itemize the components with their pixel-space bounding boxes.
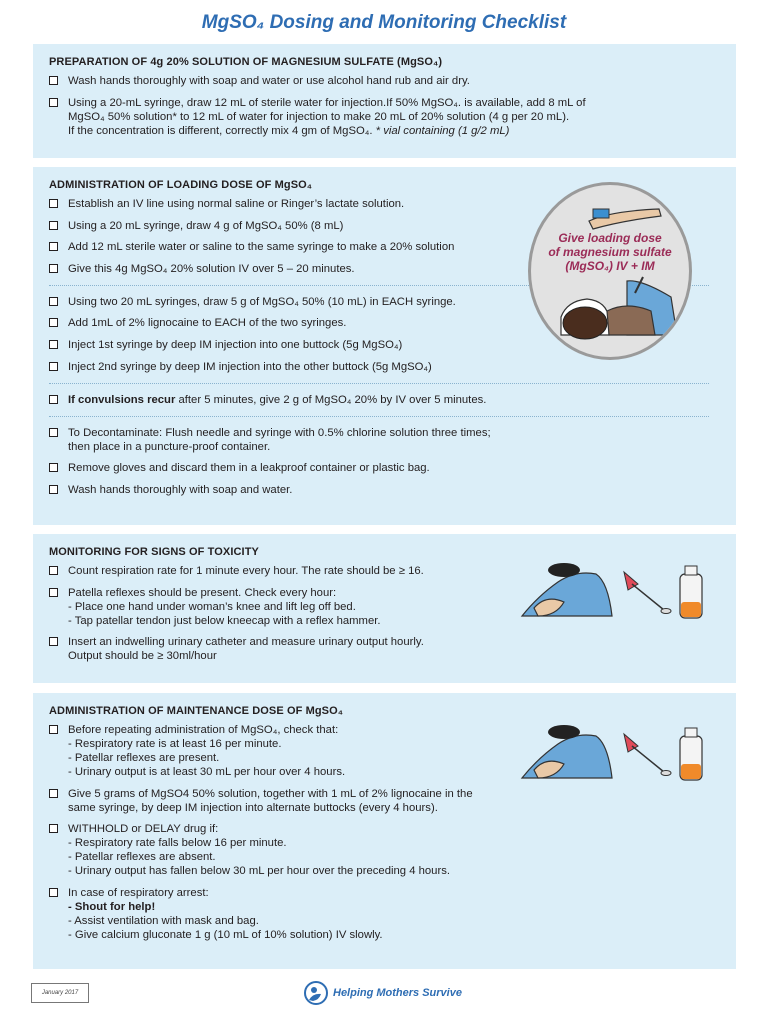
checklist-item: Add 1mL of 2% lignocaine to EACH of the two syringes. [49,316,720,330]
footer-date: January 2017 [31,983,89,1003]
checklist-item: In case of respiratory arrest: - Shout for help! - Assist ventilation with mask and bag. - Give calcium gluconate 1 g (10 mL of 10% solution) IV slowly. [49,886,720,942]
dotted-divider [49,416,709,417]
checkbox-icon[interactable] [49,824,58,833]
checklist-item: Give 5 grams of MgSO4 50% solution, together with 1 mL of 2% lignocaine in the same syringe, by deep IM injection into alternate buttocks (every 4 hours). [49,787,720,815]
section-preparation [33,44,736,158]
checkbox-icon[interactable] [49,463,58,472]
checkbox-icon[interactable] [49,485,58,494]
checklist-item: To Decontaminate: Flush needle and syringe with 0.5% chlorine solution three times; then place in a puncture-proof container. [49,426,720,454]
checklist-item: Wash hands thoroughly with soap and water. [49,483,720,497]
checklist-item: Before repeating administration of MgSO₄, check that: - Respiratory rate is at least 16 per minute. - Patellar reflexes are present. - Urinary output is at least 30 mL per hour over 4 hours. [49,723,720,779]
section-title-loading: ADMINISTRATION OF LOADING DOSE OF MgSO₄ [49,179,313,191]
checkbox-icon[interactable] [49,199,58,208]
mother-baby-logo-icon [303,980,329,1006]
circle-text-line: Give loading dose [558,231,662,245]
checklist-item: Count respiration rate for 1 minute every hour. The rate should be ≥ 16. [49,564,720,578]
checkbox-icon[interactable] [49,76,58,85]
reflex-test-icon [512,722,722,784]
checkbox-icon[interactable] [49,264,58,273]
brand-name: Helping Mothers Survive [333,987,462,999]
checklist-item: Remove gloves and discard them in a leakproof container or plastic bag. [49,461,720,475]
checkbox-icon[interactable] [49,340,58,349]
checklist-item: Using a 20-mL syringe, draw 12 mL of sterile water for injection.If 50% MgSO₄. is available, add 8 mL of MgSO₄ 50% solution* to 12 mL of water for injection to make 20 mL of 20% solution (4 g per 20 mL). If the concentration is different, correctly mix 4 gm of MgSO₄. * vial containing (1 g/2 mL) [49,96,720,138]
checkbox-icon[interactable] [49,637,58,646]
circle-text-line: (MgSO₄) IV + IM [565,259,655,273]
checklist-item: Add 12 mL sterile water or saline to the same syringe to make a 20% solution [49,240,720,254]
section-title-maintenance: ADMINISTRATION OF MAINTENANCE DOSE OF MgSO₄ [49,705,344,717]
checkbox-icon[interactable] [49,297,58,306]
brand-logo[interactable] [303,980,462,1006]
checklist-item: Using a 20 mL syringe, draw 4 g of MgSO₄ 50% (8 mL) [49,219,720,233]
checklist-item: WITHHOLD or DELAY drug if: - Respiratory rate falls below 16 per minute. - Patellar reflexes are absent. - Urinary output has fallen below 30 mL per hour over the preceding 4 hours. [49,822,720,878]
checkbox-icon[interactable] [49,888,58,897]
loading-dose-illustration [528,182,692,360]
dotted-divider [49,383,709,384]
section-title-monitoring: MONITORING FOR SIGNS OF TOXICITY [49,546,259,558]
checklist-item: If convulsions recur after 5 minutes, give 2 g of MgSO₄ 20% by IV over 5 minutes. [49,393,720,407]
checklist-item: Give this 4g MgSO₄ 20% solution IV over 5 – 20 minutes. [49,262,720,276]
checklist-item: Insert an indwelling urinary catheter and measure urinary output hourly. Output should be ≥ 30ml/hour [49,635,720,663]
checklist-item: Inject 2nd syringe by deep IM injection into the other buttock (5g MgSO₄) [49,360,720,374]
checkbox-icon[interactable] [49,789,58,798]
checklist-item: Patella reflexes should be present. Check every hour: - Place one hand under woman’s knee and lift leg off bed. - Tap patellar tendon just below kneecap with a reflex hammer. [49,586,720,628]
checkbox-icon[interactable] [49,98,58,107]
checklist-item: Wash hands thoroughly with soap and water or use alcohol hand rub and air dry. [49,74,720,88]
checkbox-icon[interactable] [49,588,58,597]
checkbox-icon[interactable] [49,725,58,734]
page-title: MgSO₄ Dosing and Monitoring Checklist [201,12,567,33]
checkbox-icon[interactable] [49,221,58,230]
checkbox-icon[interactable] [49,428,58,437]
checkbox-icon[interactable] [49,566,58,575]
circle-text-line: of magnesium sulfate [548,245,672,259]
checkbox-icon[interactable] [49,362,58,371]
checklist-item: Inject 1st syringe by deep IM injection into one buttock (5g MgSO₄) [49,338,720,352]
checklist-item: Using two 20 mL syringes, draw 5 g of MgSO₄ 50% (10 mL) in EACH syringe. [49,295,720,309]
checkbox-icon[interactable] [49,395,58,404]
checkbox-icon[interactable] [49,242,58,251]
checkbox-icon[interactable] [49,318,58,327]
reflex-test-icon [512,560,722,622]
checklist-item: Establish an IV line using normal saline or Ringer’s lactate solution. [49,197,720,211]
section-title-preparation: PREPARATION OF 4g 20% SOLUTION OF MAGNESIUM SULFATE (MgSO₄) [49,56,443,68]
